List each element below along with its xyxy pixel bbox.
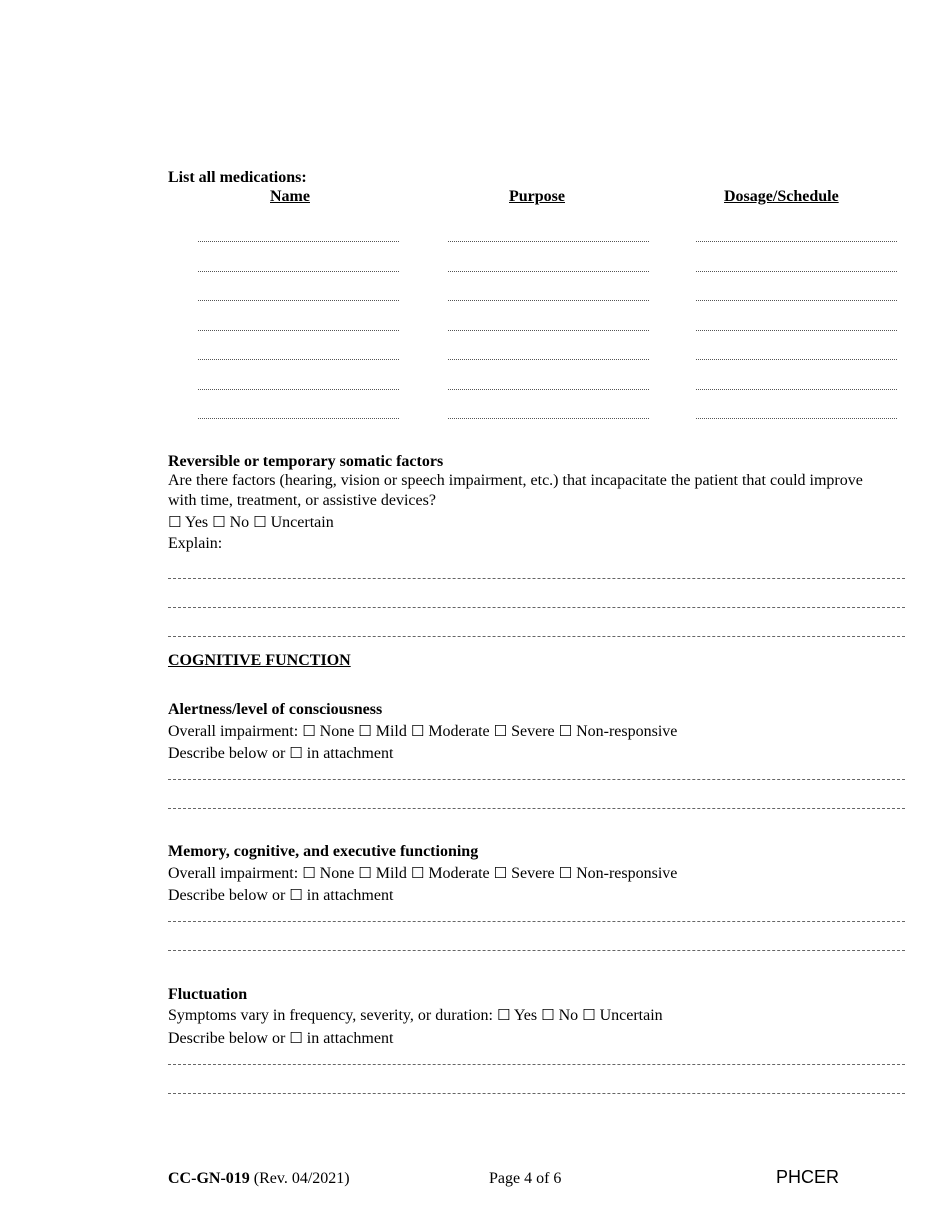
none-checkbox[interactable]: ☐: [302, 864, 316, 882]
medication-name-field[interactable]: [198, 241, 399, 242]
form-revision: (Rev. 04/2021): [253, 1170, 350, 1187]
moderate-label: Moderate: [428, 723, 490, 740]
describe-line[interactable]: [168, 950, 905, 951]
fluctuation-label: Symptoms vary in frequency, severity, or duration:: [168, 1007, 493, 1024]
medication-dosage-field[interactable]: [696, 359, 897, 360]
impairment-label: Overall impairment:: [168, 865, 299, 882]
non-responsive-checkbox[interactable]: ☐: [558, 722, 573, 740]
medication-purpose-field[interactable]: [448, 300, 649, 301]
brand-name: PHCER: [776, 1167, 840, 1187]
medication-purpose-field[interactable]: [448, 271, 649, 272]
attachment-label: in attachment: [306, 745, 394, 762]
attachment-checkbox[interactable]: ☐: [289, 1029, 303, 1047]
somatic-heading: Reversible or temporary somatic factors: [168, 453, 444, 470]
medication-name-field[interactable]: [198, 271, 399, 272]
alertness-impairment-options: [168, 722, 677, 741]
describe-line[interactable]: [168, 921, 905, 922]
none-label: None: [319, 723, 355, 740]
page-number: Page 4 of 6: [489, 1170, 562, 1187]
describe-line[interactable]: [168, 808, 905, 809]
no-checkbox[interactable]: ☐: [212, 513, 226, 531]
moderate-checkbox[interactable]: ☐: [410, 864, 425, 882]
yes-label: Yes: [184, 514, 209, 531]
col-header-name: Name: [270, 188, 310, 205]
no-label: No: [229, 514, 250, 531]
none-label: None: [319, 865, 355, 882]
somatic-options: [168, 513, 334, 532]
no-checkbox[interactable]: ☐: [541, 1006, 555, 1024]
medication-name-field[interactable]: [198, 389, 399, 390]
alertness-describe: [168, 744, 393, 763]
somatic-question-line2: with time, treatment, or assistive devices?: [168, 492, 436, 509]
describe-label: Describe below or: [168, 887, 286, 904]
medication-name-field[interactable]: [198, 330, 399, 331]
attachment-label: in attachment: [306, 1030, 394, 1047]
moderate-checkbox[interactable]: ☐: [410, 722, 425, 740]
none-checkbox[interactable]: ☐: [302, 722, 316, 740]
describe-line[interactable]: [168, 779, 905, 780]
no-label: No: [558, 1007, 579, 1024]
col-header-purpose: Purpose: [509, 188, 565, 205]
severe-checkbox[interactable]: ☐: [493, 864, 508, 882]
non-responsive-label: Non-responsive: [576, 723, 678, 740]
uncertain-checkbox[interactable]: ☐: [253, 513, 267, 531]
yes-checkbox[interactable]: ☐: [496, 1006, 511, 1024]
medication-dosage-field[interactable]: [696, 389, 897, 390]
explain-line[interactable]: [168, 636, 905, 637]
uncertain-label: Uncertain: [599, 1007, 663, 1024]
medication-dosage-field[interactable]: [696, 271, 897, 272]
explain-label: Explain:: [168, 535, 223, 552]
mild-label: Mild: [375, 865, 407, 882]
uncertain-checkbox[interactable]: ☐: [582, 1006, 596, 1024]
severe-label: Severe: [511, 723, 555, 740]
medication-dosage-field[interactable]: [696, 418, 897, 419]
describe-line[interactable]: [168, 1064, 905, 1065]
medication-purpose-field[interactable]: [448, 418, 649, 419]
explain-line[interactable]: [168, 578, 905, 579]
attachment-checkbox[interactable]: ☐: [289, 744, 303, 762]
medication-dosage-field[interactable]: [696, 330, 897, 331]
medication-name-field[interactable]: [198, 359, 399, 360]
attachment-checkbox[interactable]: ☐: [289, 886, 303, 904]
yes-checkbox[interactable]: ☐: [168, 513, 182, 531]
describe-label: Describe below or: [168, 745, 286, 762]
non-responsive-label: Non-responsive: [576, 865, 678, 882]
memory-heading: Memory, cognitive, and executive functioning: [168, 843, 479, 860]
yes-label: Yes: [513, 1007, 538, 1024]
col-header-dosage: Dosage/Schedule: [724, 188, 839, 205]
medication-dosage-field[interactable]: [696, 300, 897, 301]
describe-label: Describe below or: [168, 1030, 286, 1047]
mild-label: Mild: [375, 723, 407, 740]
medication-purpose-field[interactable]: [448, 241, 649, 242]
medication-purpose-field[interactable]: [448, 330, 649, 331]
mild-checkbox[interactable]: ☐: [358, 722, 372, 740]
cognitive-heading: COGNITIVE FUNCTION: [168, 652, 351, 669]
fluctuation-heading: Fluctuation: [168, 986, 248, 1003]
memory-describe: [168, 886, 393, 905]
moderate-label: Moderate: [428, 865, 490, 882]
somatic-question-line1: Are there factors (hearing, vision or speech impairment, etc.) that incapacitate the patient that could improve: [168, 472, 863, 489]
describe-line[interactable]: [168, 1093, 905, 1094]
non-responsive-checkbox[interactable]: ☐: [558, 864, 573, 882]
uncertain-label: Uncertain: [270, 514, 334, 531]
memory-impairment-options: [168, 864, 677, 883]
medications-heading: List all medications:: [168, 169, 307, 186]
medication-purpose-field[interactable]: [448, 389, 649, 390]
medication-name-field[interactable]: [198, 300, 399, 301]
fluctuation-options: [168, 1006, 663, 1025]
explain-line[interactable]: [168, 607, 905, 608]
attachment-label: in attachment: [306, 887, 394, 904]
medication-purpose-field[interactable]: [448, 359, 649, 360]
mild-checkbox[interactable]: ☐: [358, 864, 372, 882]
form-code: CC-GN-019: [168, 1170, 250, 1187]
medication-dosage-field[interactable]: [696, 241, 897, 242]
medication-name-field[interactable]: [198, 418, 399, 419]
fluctuation-describe: [168, 1029, 393, 1048]
severe-checkbox[interactable]: ☐: [493, 722, 508, 740]
severe-label: Severe: [511, 865, 555, 882]
form-id: [168, 1170, 350, 1188]
impairment-label: Overall impairment:: [168, 723, 299, 740]
alertness-heading: Alertness/level of consciousness: [168, 701, 383, 718]
